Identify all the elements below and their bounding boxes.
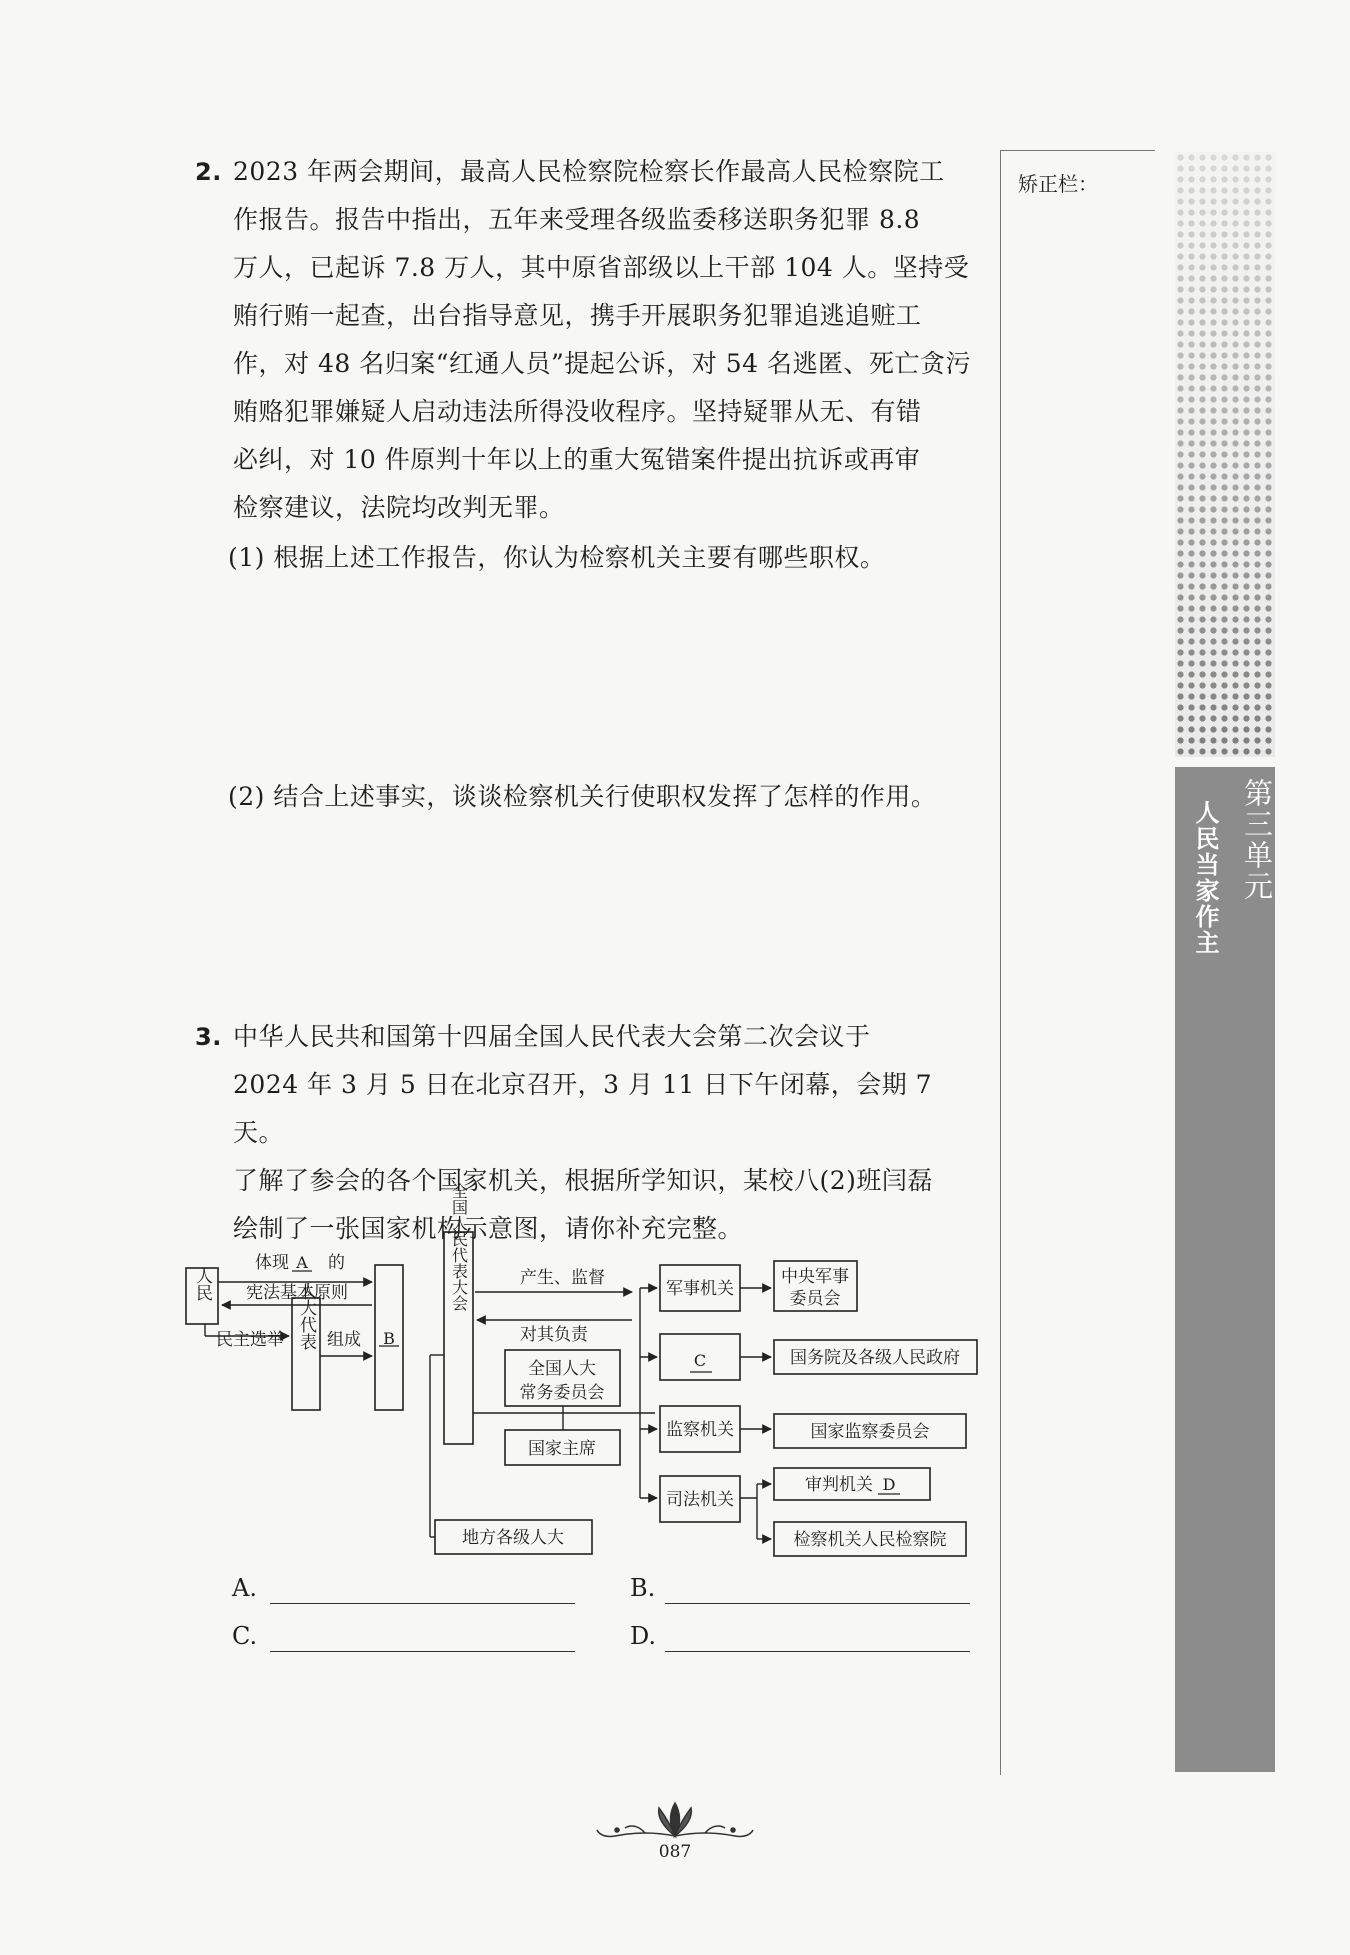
principle-label: 宪法基本原则	[246, 1283, 348, 1303]
produce-label: 产生、监督	[520, 1268, 605, 1288]
trial-label: 审判机关	[805, 1475, 873, 1495]
compose-label: 组成	[327, 1330, 361, 1350]
deputies-label: 人大代表	[296, 1282, 316, 1350]
blank-d-label: D	[882, 1475, 896, 1494]
answer-d-field[interactable]	[665, 1651, 970, 1652]
president-label: 国家主席	[528, 1439, 596, 1459]
standing-label-2: 常务委员会	[519, 1383, 605, 1403]
text-line: 必纠，对 10 件原判十年以上的重大冤错案件提出抗诉或再审	[233, 445, 921, 474]
correction-column-label: 矫正栏：	[1018, 172, 1098, 196]
text-line: 2023 年两会期间，最高人民检察院检察长作最高人民检察院工	[233, 157, 945, 186]
text-line: 作，对 48 名归案“红通人员”提起公诉，对 54 名逃匿、死亡贪污	[233, 349, 971, 378]
answer-c-label: C.	[232, 1622, 258, 1650]
text-line: 万人，已起诉 7.8 万人，其中原省部级以上干部 104 人。坚持受	[233, 253, 970, 282]
answer-d-label: D.	[630, 1622, 657, 1650]
embody-of-label: 的	[328, 1253, 345, 1273]
text-line: 贿赂犯罪嫌疑人启动违法所得没收程序。坚持疑罪从无、有错	[233, 397, 922, 426]
unit-sidebar	[1175, 152, 1275, 1772]
answer-b-label: B.	[630, 1574, 656, 1602]
blank-b-label: B	[383, 1329, 395, 1348]
correction-top-rule	[1000, 150, 1155, 151]
text-line: 2024 年 3 月 5 日在北京召开，3 月 11 日下午闭幕，会期 7 天。	[233, 1070, 933, 1147]
supervision-label: 监察机关	[666, 1420, 734, 1440]
sub-question-2: (2) 结合上述事实，谈谈检察机关行使职权发挥了怎样的作用。	[228, 782, 937, 811]
answer-b-field[interactable]	[665, 1603, 970, 1604]
unit-number: 第三单元	[1240, 778, 1274, 902]
page-number: 087	[658, 1842, 692, 1862]
answer-a-label: A.	[232, 1574, 257, 1602]
military-label: 军事机关	[666, 1279, 734, 1299]
state-council-label: 国务院及各级人民政府	[790, 1348, 960, 1368]
unit-title: 人民当家作主	[1191, 800, 1219, 956]
answer-a-field[interactable]	[270, 1603, 575, 1604]
halftone-decoration	[1175, 152, 1275, 757]
text-line: 了解了参会的各个国家机关，根据所学知识，某校八(2)班闫磊	[233, 1166, 933, 1195]
text-line: 作报告。报告中指出，五年来受理各级监委移送职务犯罪 8.8	[233, 205, 921, 234]
correction-divider	[1000, 150, 1001, 1775]
cmc-label-2: 委员会	[789, 1289, 841, 1309]
answer-c-field[interactable]	[270, 1651, 575, 1652]
nsc-label: 国家监察委员会	[810, 1422, 930, 1442]
question-number: 3.	[195, 1023, 222, 1051]
judicial-label: 司法机关	[666, 1490, 734, 1510]
election-label: 民主选举	[216, 1330, 284, 1350]
cmc-label-1: 中央军事	[781, 1267, 849, 1287]
text-line: 绘制了一张国家机构示意图，请你补充完整。	[233, 1214, 744, 1243]
people-label: 人民	[192, 1267, 212, 1301]
local-congress-label: 地方各级人大	[462, 1528, 564, 1548]
text-line: 贿行贿一起查，出台指导意见，携手开展职务犯罪追逃追赃工	[233, 301, 922, 330]
blank-a-label: A	[296, 1253, 308, 1272]
embody-label: 体现	[255, 1253, 289, 1273]
blank-c-label: C	[693, 1351, 707, 1370]
procuratorate-label: 检察机关人民检察院	[793, 1530, 947, 1550]
footer-ornament-icon	[595, 1798, 755, 1843]
standing-label-1: 全国人大	[528, 1359, 596, 1379]
responsible-label: 对其负责	[520, 1325, 588, 1345]
text-line: 检察建议，法院均改判无罪。	[233, 493, 565, 522]
sub-question-1: (1) 根据上述工作报告，你认为检察机关主要有哪些职权。	[228, 543, 886, 572]
npc-label: 全国人民代表大会	[449, 1183, 469, 1311]
text-line: 中华人民共和国第十四届全国人民代表大会第二次会议于	[233, 1022, 871, 1051]
question-number: 2.	[195, 158, 222, 186]
